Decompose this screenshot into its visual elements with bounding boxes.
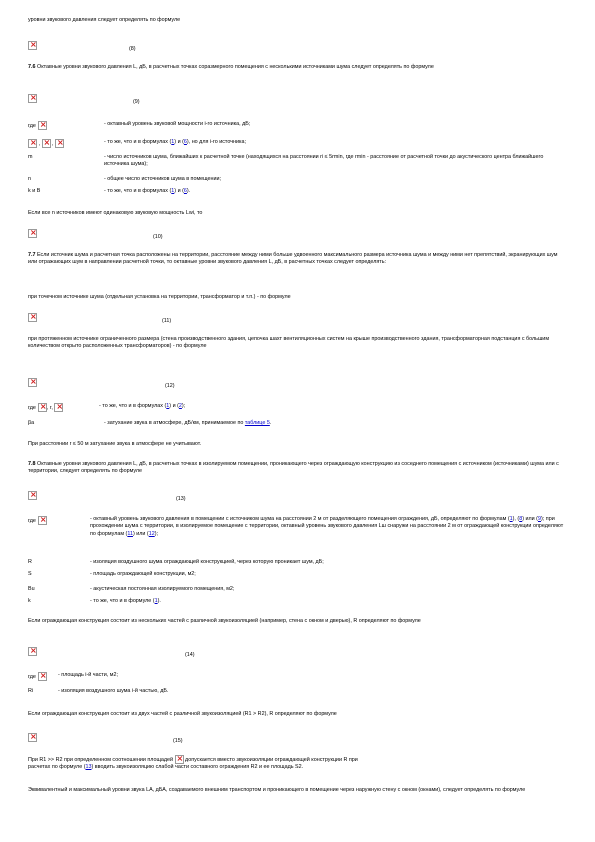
formula-link[interactable]: 9	[537, 516, 541, 522]
formula-link[interactable]: 1	[171, 188, 175, 194]
definition-text: - число источников шума, ближайших к расчетной точке (находящихся на расстоянии ri ≤ 5rmin, где rmin - расстояние от расчетной точки до акустического центра ближайшего источника шума);	[104, 154, 544, 168]
formula-number: (12)	[165, 383, 175, 389]
formula-link[interactable]: 8	[519, 516, 523, 522]
formula-link[interactable]: 1	[509, 516, 513, 522]
formula-link[interactable]: 11	[127, 530, 133, 537]
broken-image-icon	[28, 41, 37, 50]
formula-9	[28, 94, 568, 108]
definition-text: - общее число источников шума в помещении;	[104, 176, 222, 182]
formula-number: (14)	[185, 652, 195, 658]
formula-link[interactable]: 1	[154, 598, 158, 604]
formula-link[interactable]: 12	[148, 530, 155, 537]
section-7-6	[28, 64, 568, 71]
formula-number: (13)	[176, 496, 186, 502]
broken-image-icon	[28, 491, 37, 500]
broken-image-icon	[28, 647, 37, 656]
definition-text: - площадь i-й части, м2;	[58, 672, 118, 678]
formula-number: (11)	[162, 318, 172, 324]
formula-number: (9)	[133, 99, 140, 105]
formula-15	[28, 733, 568, 747]
definition-text: - октавный уровень звуковой мощности i-го источника, дБ;	[104, 121, 251, 127]
broken-image-icon	[28, 139, 37, 148]
broken-image-icon	[38, 403, 47, 412]
section-text: Если источник шума и расчетная точка расположены на территории, расстояние между ними больше удвоенного максимального размера источника шума и между ними нет препятствий, экранирующих шум или отражающих шум в направлении расчетной точки, то октавные уровни звукового давления L, дБ, в расчетных точках следует определять:	[28, 252, 558, 266]
definition-text: - площадь ограждающей конструкции, м2;	[90, 571, 196, 577]
table-5-link[interactable]: таблице 5	[244, 420, 270, 426]
definition-term: S	[28, 571, 32, 577]
broken-image-icon	[28, 229, 37, 238]
definition-text: - то же, что и в формулах (1) и (6), но для i-го источника;	[104, 139, 246, 145]
definition-text: - затухание звука в атмосфере, дБ/км, принимаемое по таблице 5.	[104, 420, 272, 426]
definition-text: - изоляция воздушного шума i-й частью, дБ.	[58, 688, 169, 694]
where-label: где	[28, 673, 36, 680]
section-text: Октавные уровни звукового давления L, дБ, в расчетных точках соразмерного помещения с несколькими источниками шума следует определять по формуле	[35, 64, 434, 70]
broken-image-icon	[28, 94, 37, 103]
broken-image-icon	[38, 516, 47, 525]
formula-13	[28, 491, 568, 505]
formula-link[interactable]: 6	[183, 188, 187, 194]
formula-link[interactable]: 13	[85, 764, 92, 771]
extended-source-text: при протяженном источнике ограниченного размера (стена производственного здания, цепочка шахт вентиляционных систем на крыше производственного здания, трансформаторная подстанция с большим количеством открыто расположенных трансформаторов) - по формуле	[28, 336, 550, 350]
definition-term: R	[28, 559, 32, 565]
formula-11	[28, 313, 568, 327]
definition-term: βа	[28, 420, 35, 426]
broken-image-icon	[54, 403, 63, 412]
broken-image-icon	[42, 139, 51, 148]
section-number: 7.8	[28, 461, 36, 467]
same-power-text: Если все n источников имеют одинаковую звуковую мощность Lwi, то	[28, 210, 203, 216]
definition-text: - то же, что и в формулах (1) и (2);	[99, 403, 186, 409]
section-number: 7.6	[28, 64, 36, 70]
broken-image-icon	[38, 672, 47, 681]
definition-text: - то же, что и в формулах (1) и (6).	[104, 188, 191, 194]
definition-text: - то же, что и в формуле (1).	[90, 598, 161, 604]
formula-14	[28, 647, 568, 661]
point-source-text: при точечном источнике шума (отдельная установка на территории, трансформатор и т.п.) - по формуле	[28, 294, 291, 300]
formula-number: (10)	[153, 234, 163, 240]
definition-text: - октавный уровень звукового давления в помещении с источником шума на расстоянии 2 м от разделяющего помещения ограждения, дБ, определяют по формулам (1), (8) или (9); при прохождении шума с территории, в изолируемое помещение с территории, октавный уровень звукового давления Lш снаружи на расстоянии 2 м от ограждающей конструкции определяют по формулам (11) или (12);	[90, 516, 564, 537]
two-parts-text: Если ограждающая конструкция состоит из двух частей с различной звукоизоляцией (R1 > R2), R определяют по формуле	[28, 711, 337, 717]
section-text: Октавные уровни звукового давления L, дБ, в расчетных точках в изолируемом помещении, проникающего через ограждающую конструкцию из соседнего помещения с источником (источниками) шума или с территории, следует определять по формуле	[28, 461, 559, 475]
where-label: где	[28, 122, 36, 129]
intro-text: уровни звукового давления следует определять по формуле	[28, 17, 181, 23]
where-label: где	[28, 404, 36, 411]
distance-note: При расстоянии r ≤ 50 м затухание звука в атмосфере не учитывают.	[28, 441, 202, 447]
definition-term: Bu	[28, 586, 35, 592]
broken-image-icon	[55, 139, 64, 148]
formula-10	[28, 229, 568, 243]
formula-link[interactable]: 6	[183, 139, 187, 145]
broken-image-icon	[28, 313, 37, 322]
definition-text: - изоляция воздушного шума ограждающей конструкцией, через которую проникает шум, дБ;	[90, 559, 324, 565]
section-7-7	[28, 252, 568, 267]
broken-image-icon	[28, 733, 37, 742]
section-number: 7.7	[28, 252, 36, 258]
formula-number: (8)	[129, 46, 136, 52]
broken-image-icon	[38, 121, 47, 130]
formula-number: (15)	[173, 738, 183, 744]
section-7-8	[28, 461, 568, 476]
formula-8	[28, 41, 568, 55]
definition-term: k	[28, 598, 31, 604]
definition-term: m	[28, 154, 33, 160]
formula-link[interactable]: 1	[171, 139, 175, 145]
broken-image-icon	[175, 755, 184, 764]
definition-term: n	[28, 176, 31, 182]
formula-12	[28, 378, 568, 392]
formula-link[interactable]: 1	[166, 403, 170, 409]
where-label: где	[28, 517, 36, 524]
formula-link[interactable]: 2	[178, 403, 182, 409]
multi-parts-text: Если ограждающая конструкция состоит из нескольких частей с различной звукоизоляцией (например, стена с окном и дверью), R определяют по формуле	[28, 618, 421, 624]
last-paragraph: Эквивалентный и максимальный уровни звука LA, дБА, создаваемого внешним транспортом и проникающего в помещение через наружную стену с окном (окнами), следует определять по формуле	[28, 787, 526, 793]
r1-r2-text: При R1 >> R2 при определенном соотношении площадей × допускается вместо звукоизоляции ограждающей конструкции R при расчетах по формуле (13) вводить звукоизоляцию слабой части составного ограждения R2 и ее площадь S2.	[28, 755, 568, 772]
definition-term: Ri	[28, 688, 34, 694]
definition-text: - акустическая постоянная изолируемого помещения, м2;	[90, 586, 235, 592]
broken-image-icon	[28, 378, 37, 387]
definition-term: k и B	[28, 188, 41, 194]
